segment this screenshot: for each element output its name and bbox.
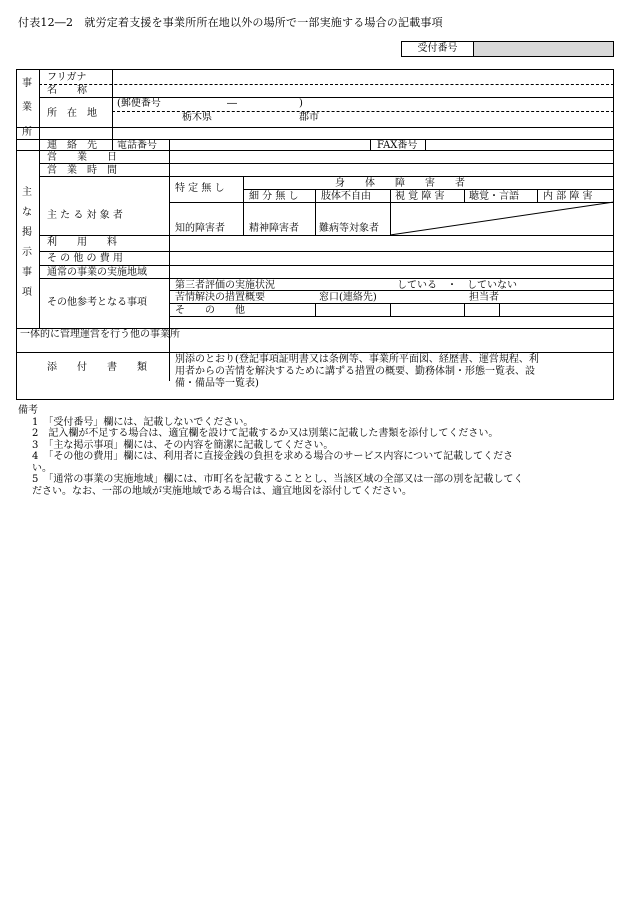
attachment-text-2: 用者からの苦情を解決するために講ずる措置の概要、勤務体制・形態一覧表、設 [175,366,535,377]
physical-item-3: 視 覚 障 害 [395,191,445,202]
name-label: 名 称 [47,85,87,96]
integrated-label: 一体的に管理運営を行う他の事業所 [20,329,180,340]
window-label: 窓口(連絡先) [319,292,377,303]
district: 郡市 [299,112,319,123]
attachment-text-1: 別添のとおり(登記事項証明書又は条例等、事業所平面図、経歴書、運営規程、利 [175,354,539,365]
note-line: 5 「通常の事業の実施地域」欄には、市町名を記載することとし、当該区域の全部又は一部の別を記載してく [32,474,524,485]
physical-item-1: 細 分 無 し [249,191,299,202]
phone-label: 電話番号 [117,140,157,151]
complaint-label: 苦情解決の措置概要 [175,292,265,303]
divider [425,139,426,150]
divider [169,139,170,328]
divider [39,235,614,236]
divider [169,316,614,317]
divider [39,265,614,266]
main-section-label-3: 掲 [22,227,32,238]
note-line: ださい。なお、一部の地域が実施地域である場合は、適宜地図を添付してください。 [32,485,412,497]
physical-item-4: 聴覚・言語 [469,191,519,202]
address-label: 所 在 地 [47,108,97,119]
main-section-label-2: な [22,207,32,218]
main-section-label-5: 事 [22,267,32,278]
divider [17,139,614,140]
note-line: 2 記入欄が不足する場合は、適宜欄を設けて記載するか又は別葉に記載した書類を添付してください。 [32,428,499,439]
divider [315,303,316,316]
person-label: 担当者 [469,292,499,303]
others-label: そ の 他 [175,305,245,316]
application-form-table [16,69,614,400]
divider [17,352,614,353]
note-line: 3 「主な掲示事項」欄には、その内容を簡潔に記載してください。 [32,439,334,451]
intractable-label: 難病等対象者 [319,223,379,234]
receipt-number-field[interactable] [474,42,613,56]
divider [39,163,614,164]
furigana-label: フリガナ [47,72,87,83]
divider [464,303,465,316]
contact-label: 連 絡 先 [47,140,97,151]
notes-section [18,405,618,497]
receipt-number-box [401,41,614,57]
divider [17,127,614,128]
business-hours-label: 営 業 時 間 [47,165,117,176]
divider [17,150,614,151]
attachment-label: 添 付 書 類 [47,362,147,373]
office-section-label-1: 事 [22,78,32,89]
reference-label: その他参考となる事項 [47,297,147,308]
physical-item-2: 肢体不自由 [321,191,371,202]
divider [112,70,113,139]
office-section-label-3: 所 [22,127,32,138]
postal-dash: ― [227,98,237,109]
postal-prefix: (郵便番号 [117,98,161,109]
attachment-text-3: 備・備品等一覧表) [175,378,259,389]
divider [112,139,113,150]
main-section-label-1: 主 [22,187,32,198]
divider [39,251,614,252]
service-area-label: 通常の事業の実施地域 [47,267,147,278]
target-label: 主 た る 対 象 者 [47,210,123,221]
other-fee-label: そ の 他 の 費 用 [47,253,123,264]
main-section-label-4: 示 [22,247,32,258]
office-section-label-2: 業 [22,102,32,113]
postal-close: ) [299,98,303,109]
mental-label: 精神障害者 [249,223,299,234]
fax-label: FAX番号 [377,140,418,151]
divider [169,303,614,304]
main-section-label-6: 項 [22,287,32,298]
notes-heading: 備考 [18,405,38,416]
fee-label: 利 用 料 [47,237,117,248]
form-title: 付表12―2 就労定着支援を事業所所在地以外の場所で一部実施する場合の記載事項 [18,16,443,29]
physical-label: 身 体 障 害 者 [335,178,465,189]
divider [243,202,244,235]
divider [370,139,371,150]
third-party-options[interactable]: している ・ していない [397,280,517,291]
divider [499,303,500,316]
note-line: 1 「受付番号」欄には、記載しないでください。 [32,416,254,428]
divider [39,84,614,85]
receipt-number-label: 受付番号 [402,42,474,56]
divider [39,176,614,177]
prefecture: 栃木県 [182,112,212,123]
note-line: い。 [32,462,52,474]
divider [39,70,40,328]
divider [390,303,391,316]
divider [39,278,614,279]
note-line: 4 「その他の費用」欄には、利用者に直接金銭の負担を求める場合のサービス内容について記載してくださ [32,451,514,462]
business-days-label: 営 業 日 [47,152,117,163]
divider [315,189,316,235]
physical-item-5: 内 部 障 害 [543,191,593,202]
intellectual-label: 知的障害者 [175,223,225,234]
no-spec-label: 特 定 無 し [175,183,225,194]
third-party-label: 第三者評価の実施状況 [175,280,275,291]
